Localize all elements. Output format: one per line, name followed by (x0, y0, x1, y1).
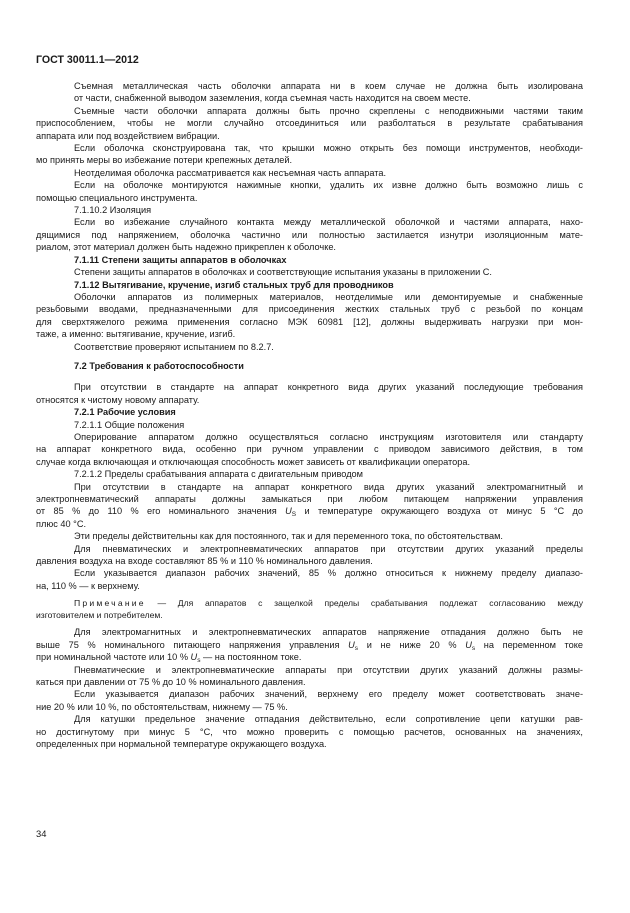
subsection-heading: 7.2.1.2 Пределы срабатывания аппарата с двигательным приводом (74, 469, 363, 480)
paragraph: Эти пределы действительны как для постоянного, так и для переменного тока, по обстоятельствам. (74, 531, 503, 542)
text-line: каться при давлении от 75 % до 10 % номинального давления. (36, 677, 306, 688)
text-line: Если указывается диапазон рабочих значений, 85 % должно относиться к нижнему пределу диапазо- (74, 568, 583, 579)
paragraph (36, 431, 583, 468)
document-header: ГОСТ 30011.1—2012 (36, 54, 139, 66)
text-line: плюс 40 °С. (36, 518, 87, 529)
text-line: помощью специального инструмента. (36, 192, 198, 203)
text-line: приспособлением, чтобы не могли случайно отсоединиться или разболтаться в результате срабатывания (36, 118, 583, 129)
text-line: электропневматический аппараты должны замыкаться при любом питающем напряжении управления (36, 494, 583, 504)
section-heading: 7.1.11 Степени защиты аппаратов в оболочках (74, 254, 287, 265)
text-line: Съемные части оболочки аппарата должны быть прочно скреплены с неподвижными частями таким (74, 105, 583, 116)
text-line: для сверхтяжелого режима применения согласно МЭК 60981 [12], должны выдерживать нагрузки при мон- (36, 316, 583, 327)
paragraph (36, 179, 583, 204)
text-line: изготовителем и потребителем. (36, 609, 163, 620)
paragraph (36, 80, 583, 105)
text-line: Пневматические и электропневматические аппараты при отсутствии других указаний должны размы- (74, 664, 583, 675)
text-line: При отсутствии в стандарте на аппарат конкретного вида других указаний последующие требования (74, 382, 583, 393)
text-line: Если на оболочке монтируются нажимные кнопки, удалить их извне должно быть возможно лишь с (74, 180, 583, 191)
text-line: Если во избежание случайного контакта между металлической оболочкой и частями аппарата, нахо- (74, 217, 583, 228)
note (36, 598, 583, 621)
section-heading: 7.2.1 Рабочие условия (74, 407, 176, 418)
text-line: на, 110 % — к верхнему. (36, 580, 140, 591)
paragraph (36, 567, 583, 592)
text-line: Примечание — Для аппаратов с защелкой пределы срабатывания подлежат согласованию между (74, 598, 583, 609)
text-line: Для электромагнитных и электропневматических аппаратов напряжение отпадания должно быть не (74, 627, 583, 638)
paragraph (36, 481, 583, 531)
text-line: определенных при нормальной температуре окружающего воздуха. (36, 739, 327, 750)
text-line: риалом, этот материал должен быть надежно прикреплен к оболочке. (36, 242, 336, 253)
text-line: аппарата или под воздействием вибрации. (36, 130, 220, 141)
paragraph (36, 664, 583, 689)
text-line: от 85 % до 110 % его номинального значения $U_S$ и температуре окружающего воздуха от минус 5 °С до (36, 506, 583, 519)
text-line: Если указывается диапазон рабочих значений, верхнему его пределу может соответствовать значе- (74, 689, 583, 700)
voltage-symbol: U (348, 639, 355, 650)
text-line: Оперирование аппаратом должно осуществляться согласно инструкциям изготовителя или стандарту (74, 431, 583, 442)
text-line: При отсутствии в стандарте на аппарат конкретного вида других указаний электромагнитный и (74, 481, 583, 492)
paragraph: Неотделимая оболочка рассматривается как несъемная часть аппарата. (74, 167, 387, 178)
text-line: относятся к чистому новому аппарату. (36, 394, 200, 405)
paragraph (36, 105, 583, 142)
text-line: но достигнутому при минус 5 °С, что можно проверить с помощью расчетов, основанных на значениях, (36, 726, 583, 737)
text-line: ние 20 % или 10 %, по обстоятельствам, нижнему — 75 %. (36, 701, 288, 712)
paragraph (36, 381, 583, 406)
subsection-heading: 7.1.10.2 Изоляция (74, 205, 152, 216)
paragraph (36, 543, 583, 568)
text-line: выше 75 % номинального питающего напряжения управления $U_s$ и не ниже 20 % $U_s$ на переменном токе (36, 639, 584, 652)
text-line: дящимися под напряжением, оболочка частично или полностью застилается изнутри изоляционным мате- (36, 229, 583, 240)
text-line: мо принять меры во избежание потери крепежных деталей. (36, 155, 293, 166)
paragraph: Соответствие проверяют испытанием по 8.2.7. (74, 341, 274, 352)
section-heading: 7.2 Требования к работоспособности (74, 360, 244, 371)
text-line: Съемная металлическая часть оболочки аппарата ни в коем случае не должна быть изолирована (74, 81, 583, 91)
voltage-symbol: U (285, 506, 292, 517)
paragraph (36, 713, 583, 750)
page-body (36, 80, 583, 751)
paragraph: Степени защиты аппаратов в оболочках и соответствующие испытания указаны в приложении С. (74, 267, 492, 278)
text-line: давления воздуха на входе составляют 85 % и 110 % номинального давления. (36, 556, 373, 567)
text-line: случае когда включающая и отключающая способность может зависеть от квалификации оператора. (36, 456, 471, 467)
note-label: Примечание (74, 598, 146, 609)
text-line: Оболочки аппаратов из полимерных материалов, неотделимые или демонтируемые и снабженные (74, 291, 583, 302)
text-line: резьбовыми вводами, предназначенными для присоединения жестких стальных труб с резьбой по концам (36, 304, 583, 315)
paragraph (36, 216, 583, 253)
paragraph (36, 688, 583, 713)
voltage-symbol: U (465, 639, 472, 650)
voltage-symbol: U (190, 652, 198, 663)
text-line: Для пневматических и электропневматических аппаратов при отсутствии других указаний пределы (74, 543, 583, 554)
text-line: от части, снабженной выводом заземления, когда съемная часть находится на своем месте. (74, 93, 471, 104)
text-line: Если оболочка сконструирована так, что крышки можно открыть без помощи инструментов, необходи- (74, 143, 583, 154)
text-line: при номинальной частоте или 10 % $U_s$ — на постоянном токе. (36, 652, 302, 665)
subsection-heading: 7.2.1.1 Общие положения (74, 419, 185, 430)
paragraph (36, 626, 583, 663)
text-line: на аппарат конкретного вида, особенно при ручном управлении с приводом зависимого действия, в том (36, 444, 583, 455)
page-number: 34 (36, 828, 47, 839)
text-line: Для катушки предельное значение отпадания действительно, если сопротивление цепи катушки рав- (74, 714, 583, 725)
paragraph (36, 291, 583, 341)
paragraph (36, 142, 583, 167)
section-heading: 7.1.12 Вытягивание, кручение, изгиб стальных труб для проводников (74, 279, 394, 290)
text-line: таже, а именно: вытягивание, кручение, изгиб. (36, 329, 236, 340)
